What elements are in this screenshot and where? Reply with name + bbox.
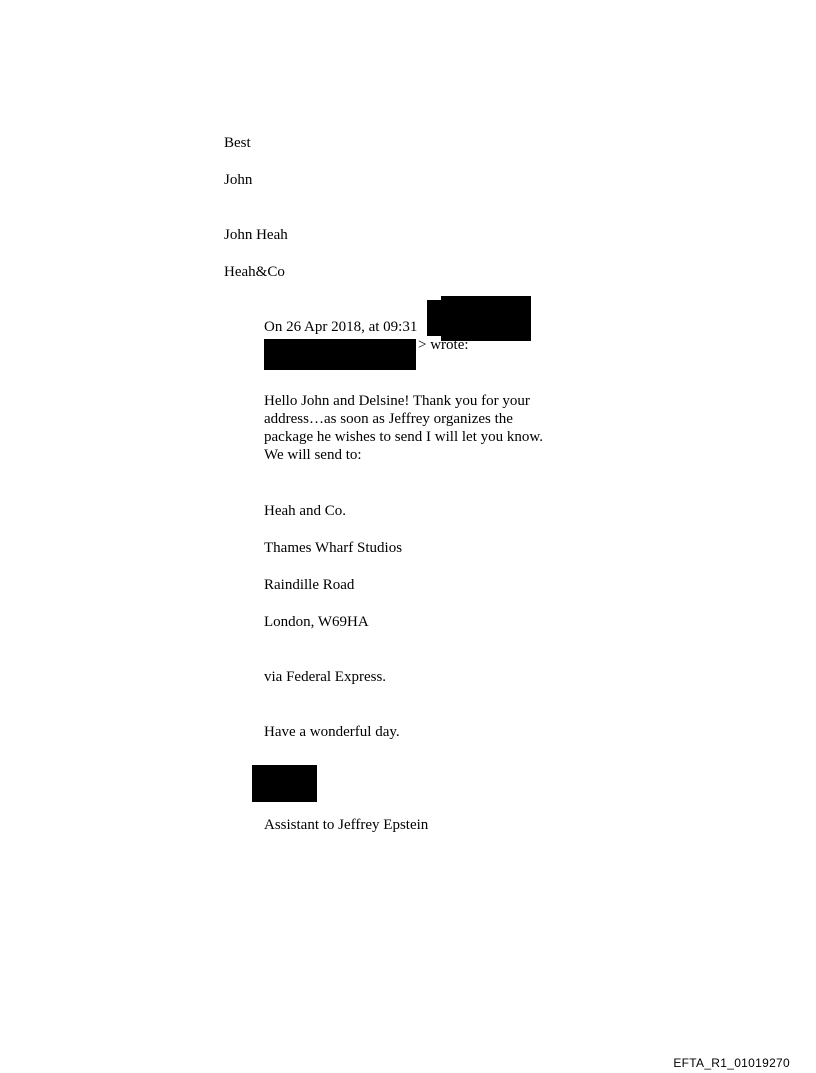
shipping-method: via Federal Express. <box>264 669 387 685</box>
farewell-text: Have a wonderful day. <box>264 724 400 740</box>
signature-company: Heah&Co <box>224 264 285 280</box>
document-id: EFTA_R1_01019270 <box>673 1056 790 1070</box>
address-line: London, W69HA <box>264 614 369 630</box>
address-line: Thames Wharf Studios <box>264 540 403 556</box>
address-line: Raindille Road <box>264 577 355 593</box>
sender-first-name: John <box>224 172 253 188</box>
redaction-block <box>252 765 317 802</box>
closing-text: Best <box>224 135 251 151</box>
redaction-block <box>441 296 531 341</box>
redaction-block <box>264 339 416 370</box>
quoted-header-prefix: On 26 Apr 2018, at 09:31 <box>264 319 418 335</box>
address-line: Heah and Co. <box>264 503 347 519</box>
sender-title: Assistant to Jeffrey Epstein <box>264 817 429 833</box>
quoted-header-suffix: > wrote: <box>418 337 469 353</box>
signature-name: John Heah <box>224 227 288 243</box>
quoted-body: Hello John and Delsine! Thank you for your address…as soon as Jeffrey organizes the package he wishes to send I will let you know. We will send to: <box>264 393 543 463</box>
